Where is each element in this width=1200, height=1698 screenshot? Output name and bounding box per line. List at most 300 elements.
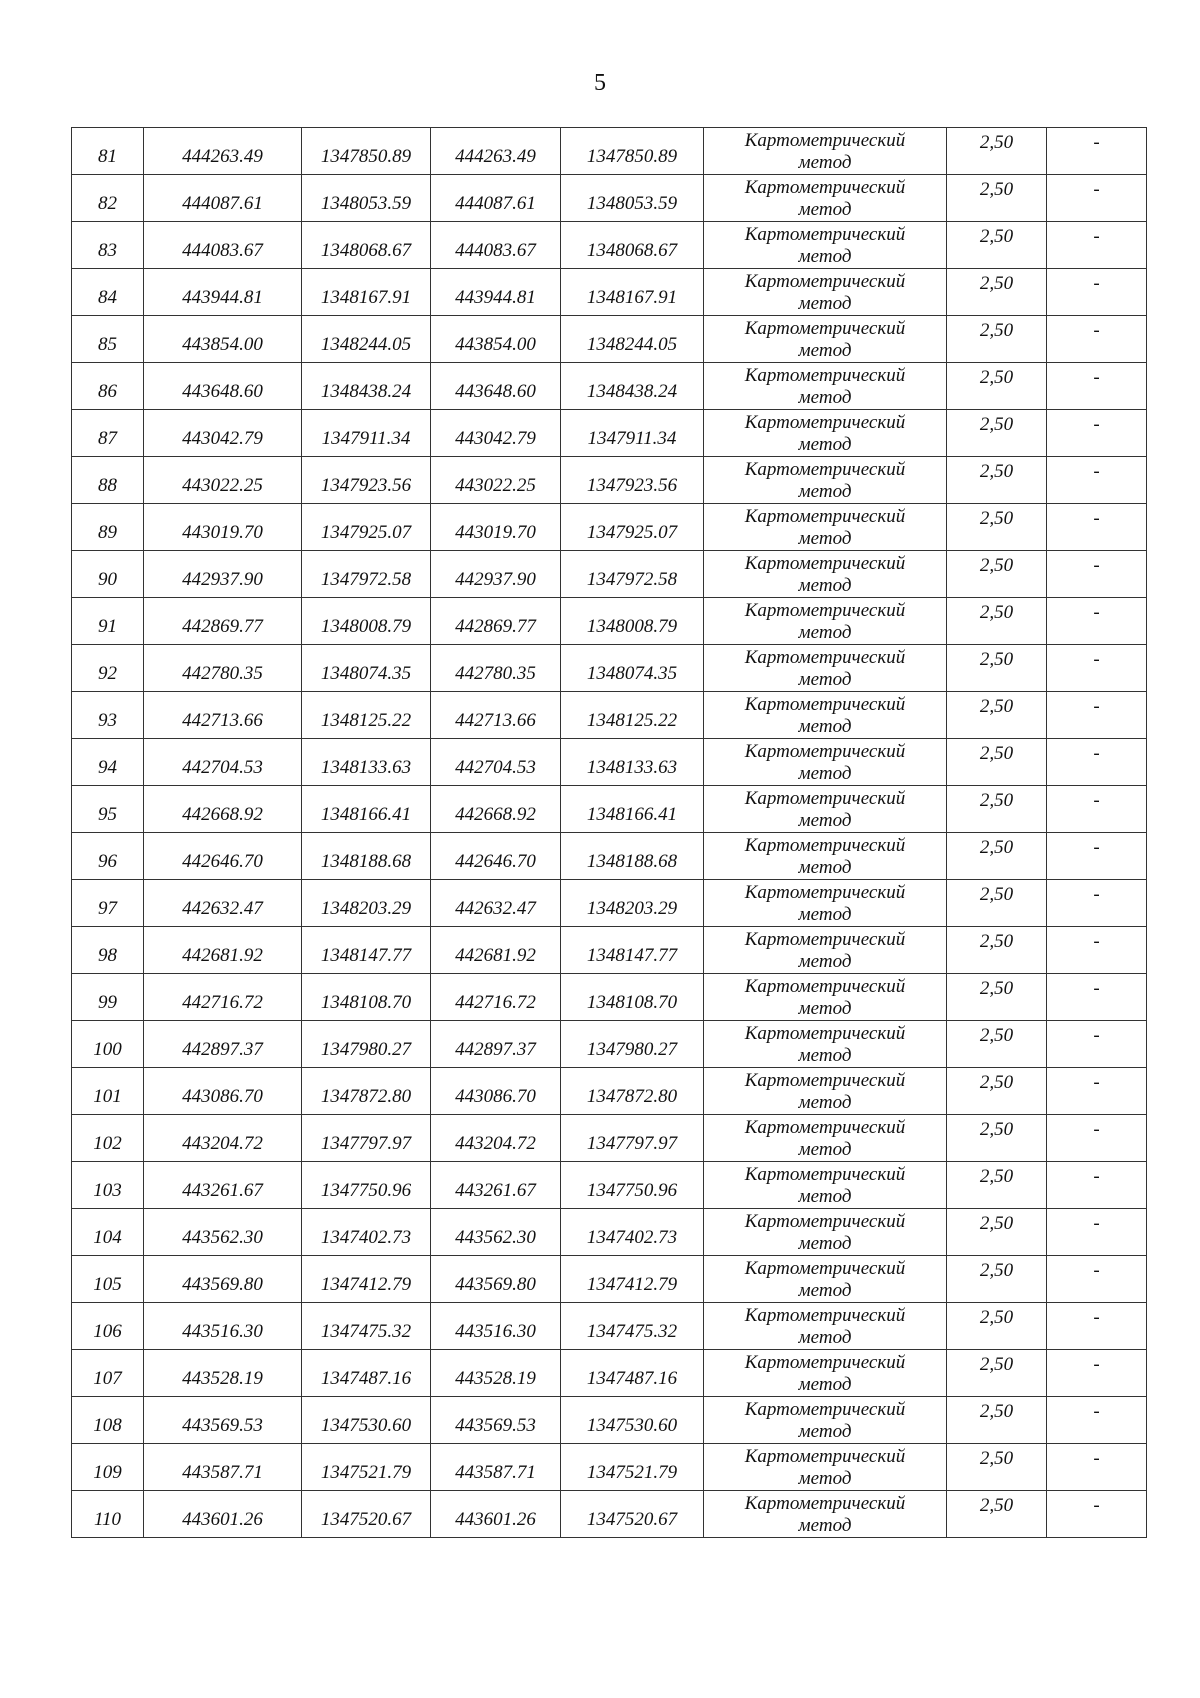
method-cell (704, 551, 947, 598)
point-number-cell: 84 (72, 269, 144, 316)
method-line-1: Картометрический (744, 130, 906, 151)
x-old-cell: 442869.77 (144, 598, 302, 645)
point-number-cell: 82 (72, 175, 144, 222)
table-row (72, 880, 1147, 927)
x-new-cell: 443601.26 (431, 1491, 561, 1538)
x-old-cell: 443261.67 (144, 1162, 302, 1209)
accuracy-cell: 2,50 (947, 1256, 1047, 1303)
method-line-1: Картометрический (744, 647, 906, 668)
accuracy-cell: 2,50 (947, 1491, 1047, 1538)
method-line-2: метод (798, 669, 852, 690)
method-line-2: метод (798, 387, 852, 408)
x-old-cell: 443569.53 (144, 1397, 302, 1444)
method-line-2: метод (798, 528, 852, 549)
note-cell: - (1047, 927, 1147, 974)
method-line-1: Картометрический (744, 741, 906, 762)
accuracy-cell: 2,50 (947, 1397, 1047, 1444)
point-number-cell: 110 (72, 1491, 144, 1538)
y-old-cell: 1347521.79 (302, 1444, 431, 1491)
method-line-1: Картометрический (744, 835, 906, 856)
method-line-2: метод (798, 293, 852, 314)
accuracy-cell: 2,50 (947, 598, 1047, 645)
accuracy-cell: 2,50 (947, 1068, 1047, 1115)
y-new-cell: 1347475.32 (561, 1303, 704, 1350)
y-old-cell: 1348008.79 (302, 598, 431, 645)
y-new-cell: 1348438.24 (561, 363, 704, 410)
x-new-cell: 442897.37 (431, 1021, 561, 1068)
y-new-cell: 1348133.63 (561, 739, 704, 786)
method-line-2: метод (798, 951, 852, 972)
method-line-1: Картометрический (744, 976, 906, 997)
y-old-cell: 1347797.97 (302, 1115, 431, 1162)
x-new-cell: 443587.71 (431, 1444, 561, 1491)
accuracy-cell: 2,50 (947, 1303, 1047, 1350)
x-old-cell: 442646.70 (144, 833, 302, 880)
method-line-1: Картометрический (744, 1070, 906, 1091)
y-old-cell: 1348188.68 (302, 833, 431, 880)
y-new-cell: 1347980.27 (561, 1021, 704, 1068)
x-old-cell: 443204.72 (144, 1115, 302, 1162)
y-new-cell: 1348244.05 (561, 316, 704, 363)
method-line-1: Картометрический (744, 788, 906, 809)
y-new-cell: 1348166.41 (561, 786, 704, 833)
note-cell: - (1047, 1209, 1147, 1256)
point-number-cell: 108 (72, 1397, 144, 1444)
y-old-cell: 1348203.29 (302, 880, 431, 927)
y-old-cell: 1348438.24 (302, 363, 431, 410)
table-row (72, 410, 1147, 457)
x-new-cell: 444263.49 (431, 128, 561, 175)
note-cell: - (1047, 175, 1147, 222)
method-cell (704, 1350, 947, 1397)
method-line-2: метод (798, 152, 852, 173)
y-new-cell: 1348074.35 (561, 645, 704, 692)
method-cell (704, 128, 947, 175)
x-old-cell: 443587.71 (144, 1444, 302, 1491)
note-cell: - (1047, 974, 1147, 1021)
table-row (72, 551, 1147, 598)
point-number-cell: 102 (72, 1115, 144, 1162)
x-new-cell: 442632.47 (431, 880, 561, 927)
point-number-cell: 99 (72, 974, 144, 1021)
x-new-cell: 443569.53 (431, 1397, 561, 1444)
point-number-cell: 109 (72, 1444, 144, 1491)
note-cell: - (1047, 1068, 1147, 1115)
method-line-2: метод (798, 434, 852, 455)
y-new-cell: 1348053.59 (561, 175, 704, 222)
table-row (72, 1491, 1147, 1538)
y-old-cell: 1347520.67 (302, 1491, 431, 1538)
method-line-1: Картометрический (744, 1305, 906, 1326)
y-new-cell: 1347750.96 (561, 1162, 704, 1209)
x-new-cell: 442704.53 (431, 739, 561, 786)
point-number-cell: 103 (72, 1162, 144, 1209)
method-cell (704, 927, 947, 974)
y-old-cell: 1347972.58 (302, 551, 431, 598)
accuracy-cell: 2,50 (947, 1209, 1047, 1256)
note-cell: - (1047, 128, 1147, 175)
note-cell: - (1047, 551, 1147, 598)
table-row (72, 645, 1147, 692)
point-number-cell: 107 (72, 1350, 144, 1397)
y-new-cell: 1348203.29 (561, 880, 704, 927)
x-new-cell: 443042.79 (431, 410, 561, 457)
y-new-cell: 1347925.07 (561, 504, 704, 551)
accuracy-cell: 2,50 (947, 269, 1047, 316)
table-row (72, 1256, 1147, 1303)
accuracy-cell: 2,50 (947, 927, 1047, 974)
method-cell (704, 1256, 947, 1303)
x-new-cell: 442646.70 (431, 833, 561, 880)
x-old-cell: 444083.67 (144, 222, 302, 269)
method-cell (704, 316, 947, 363)
x-old-cell: 442716.72 (144, 974, 302, 1021)
method-cell (704, 786, 947, 833)
point-number-cell: 101 (72, 1068, 144, 1115)
method-line-2: метод (798, 810, 852, 831)
y-old-cell: 1348166.41 (302, 786, 431, 833)
method-line-2: метод (798, 763, 852, 784)
y-old-cell: 1347850.89 (302, 128, 431, 175)
method-cell (704, 645, 947, 692)
x-old-cell: 443019.70 (144, 504, 302, 551)
x-old-cell: 443648.60 (144, 363, 302, 410)
note-cell: - (1047, 1397, 1147, 1444)
note-cell: - (1047, 645, 1147, 692)
x-old-cell: 443042.79 (144, 410, 302, 457)
y-old-cell: 1348053.59 (302, 175, 431, 222)
x-old-cell: 443086.70 (144, 1068, 302, 1115)
note-cell: - (1047, 692, 1147, 739)
point-number-cell: 89 (72, 504, 144, 551)
method-line-1: Картометрический (744, 224, 906, 245)
y-new-cell: 1347521.79 (561, 1444, 704, 1491)
accuracy-cell: 2,50 (947, 692, 1047, 739)
x-new-cell: 443562.30 (431, 1209, 561, 1256)
method-line-2: метод (798, 716, 852, 737)
x-new-cell: 442668.92 (431, 786, 561, 833)
method-line-1: Картометрический (744, 1399, 906, 1420)
y-old-cell: 1348074.35 (302, 645, 431, 692)
method-line-1: Картометрический (744, 318, 906, 339)
method-line-2: метод (798, 340, 852, 361)
x-new-cell: 442869.77 (431, 598, 561, 645)
note-cell: - (1047, 410, 1147, 457)
method-line-2: метод (798, 1327, 852, 1348)
y-new-cell: 1347402.73 (561, 1209, 704, 1256)
x-old-cell: 444087.61 (144, 175, 302, 222)
x-new-cell: 443648.60 (431, 363, 561, 410)
note-cell: - (1047, 1162, 1147, 1209)
y-new-cell: 1348167.91 (561, 269, 704, 316)
note-cell: - (1047, 833, 1147, 880)
note-cell: - (1047, 1444, 1147, 1491)
method-line-1: Картометрический (744, 271, 906, 292)
method-line-2: метод (798, 1233, 852, 1254)
y-new-cell: 1347972.58 (561, 551, 704, 598)
x-old-cell: 442681.92 (144, 927, 302, 974)
note-cell: - (1047, 363, 1147, 410)
method-line-1: Картометрический (744, 1493, 906, 1514)
point-number-cell: 93 (72, 692, 144, 739)
table-row (72, 739, 1147, 786)
method-line-2: метод (798, 857, 852, 878)
y-new-cell: 1347487.16 (561, 1350, 704, 1397)
point-number-cell: 104 (72, 1209, 144, 1256)
method-cell (704, 739, 947, 786)
point-number-cell: 81 (72, 128, 144, 175)
table-row (72, 1303, 1147, 1350)
accuracy-cell: 2,50 (947, 410, 1047, 457)
method-cell (704, 504, 947, 551)
point-number-cell: 86 (72, 363, 144, 410)
method-line-2: метод (798, 575, 852, 596)
point-number-cell: 106 (72, 1303, 144, 1350)
point-number-cell: 94 (72, 739, 144, 786)
table-row (72, 1115, 1147, 1162)
note-cell: - (1047, 1021, 1147, 1068)
y-new-cell: 1347530.60 (561, 1397, 704, 1444)
method-line-1: Картометрический (744, 1164, 906, 1185)
x-old-cell: 443528.19 (144, 1350, 302, 1397)
note-cell: - (1047, 786, 1147, 833)
y-old-cell: 1347475.32 (302, 1303, 431, 1350)
point-number-cell: 83 (72, 222, 144, 269)
method-line-2: метод (798, 199, 852, 220)
x-new-cell: 442937.90 (431, 551, 561, 598)
x-old-cell: 443944.81 (144, 269, 302, 316)
x-old-cell: 442937.90 (144, 551, 302, 598)
table-row (72, 927, 1147, 974)
y-old-cell: 1347530.60 (302, 1397, 431, 1444)
table-row (72, 1209, 1147, 1256)
accuracy-cell: 2,50 (947, 1350, 1047, 1397)
point-number-cell: 98 (72, 927, 144, 974)
x-new-cell: 443854.00 (431, 316, 561, 363)
method-line-2: метод (798, 1186, 852, 1207)
table-row (72, 457, 1147, 504)
method-cell (704, 1491, 947, 1538)
x-new-cell: 444083.67 (431, 222, 561, 269)
method-line-2: метод (798, 1515, 852, 1536)
method-line-1: Картометрический (744, 412, 906, 433)
accuracy-cell: 2,50 (947, 645, 1047, 692)
note-cell: - (1047, 316, 1147, 363)
note-cell: - (1047, 739, 1147, 786)
method-line-2: метод (798, 1139, 852, 1160)
method-line-1: Картометрический (744, 506, 906, 527)
x-old-cell: 444263.49 (144, 128, 302, 175)
y-old-cell: 1348244.05 (302, 316, 431, 363)
method-cell (704, 1021, 947, 1068)
table-row (72, 1021, 1147, 1068)
y-old-cell: 1348147.77 (302, 927, 431, 974)
method-line-1: Картометрический (744, 1023, 906, 1044)
y-old-cell: 1348167.91 (302, 269, 431, 316)
point-number-cell: 90 (72, 551, 144, 598)
table-row (72, 1397, 1147, 1444)
x-old-cell: 443854.00 (144, 316, 302, 363)
method-cell (704, 363, 947, 410)
method-line-2: метод (798, 1280, 852, 1301)
method-cell (704, 1397, 947, 1444)
method-cell (704, 457, 947, 504)
y-new-cell: 1348008.79 (561, 598, 704, 645)
method-line-1: Картометрический (744, 1117, 906, 1138)
x-old-cell: 443562.30 (144, 1209, 302, 1256)
y-old-cell: 1347923.56 (302, 457, 431, 504)
accuracy-cell: 2,50 (947, 457, 1047, 504)
y-new-cell: 1347923.56 (561, 457, 704, 504)
method-line-2: метод (798, 1092, 852, 1113)
x-new-cell: 443022.25 (431, 457, 561, 504)
method-line-2: метод (798, 1468, 852, 1489)
x-old-cell: 443022.25 (144, 457, 302, 504)
table-row (72, 1068, 1147, 1115)
note-cell: - (1047, 504, 1147, 551)
note-cell: - (1047, 1256, 1147, 1303)
x-old-cell: 442668.92 (144, 786, 302, 833)
method-line-1: Картометрический (744, 1211, 906, 1232)
table-row (72, 692, 1147, 739)
note-cell: - (1047, 880, 1147, 927)
note-cell: - (1047, 1491, 1147, 1538)
accuracy-cell: 2,50 (947, 880, 1047, 927)
method-cell (704, 880, 947, 927)
method-line-1: Картометрический (744, 600, 906, 621)
y-new-cell: 1347850.89 (561, 128, 704, 175)
method-cell (704, 269, 947, 316)
accuracy-cell: 2,50 (947, 1162, 1047, 1209)
y-new-cell: 1348108.70 (561, 974, 704, 1021)
method-cell (704, 974, 947, 1021)
method-cell (704, 1068, 947, 1115)
note-cell: - (1047, 1115, 1147, 1162)
point-number-cell: 92 (72, 645, 144, 692)
point-number-cell: 96 (72, 833, 144, 880)
x-new-cell: 442716.72 (431, 974, 561, 1021)
x-new-cell: 443204.72 (431, 1115, 561, 1162)
x-old-cell: 442897.37 (144, 1021, 302, 1068)
method-line-2: метод (798, 246, 852, 267)
y-old-cell: 1347412.79 (302, 1256, 431, 1303)
accuracy-cell: 2,50 (947, 1021, 1047, 1068)
table-row (72, 128, 1147, 175)
y-old-cell: 1347402.73 (302, 1209, 431, 1256)
accuracy-cell: 2,50 (947, 739, 1047, 786)
method-cell (704, 222, 947, 269)
method-cell (704, 1115, 947, 1162)
point-number-cell: 91 (72, 598, 144, 645)
method-line-2: метод (798, 904, 852, 925)
accuracy-cell: 2,50 (947, 974, 1047, 1021)
note-cell: - (1047, 1350, 1147, 1397)
x-new-cell: 442713.66 (431, 692, 561, 739)
x-new-cell: 442681.92 (431, 927, 561, 974)
x-new-cell: 443086.70 (431, 1068, 561, 1115)
x-old-cell: 442632.47 (144, 880, 302, 927)
table-row (72, 269, 1147, 316)
accuracy-cell: 2,50 (947, 833, 1047, 880)
method-cell (704, 833, 947, 880)
method-cell (704, 598, 947, 645)
method-cell (704, 410, 947, 457)
table-row (72, 175, 1147, 222)
accuracy-cell: 2,50 (947, 363, 1047, 410)
x-new-cell: 444087.61 (431, 175, 561, 222)
y-old-cell: 1347911.34 (302, 410, 431, 457)
method-line-2: метод (798, 1374, 852, 1395)
accuracy-cell: 2,50 (947, 175, 1047, 222)
point-number-cell: 97 (72, 880, 144, 927)
table-row (72, 598, 1147, 645)
table-row (72, 974, 1147, 1021)
table-row (72, 786, 1147, 833)
y-old-cell: 1347980.27 (302, 1021, 431, 1068)
y-new-cell: 1348068.67 (561, 222, 704, 269)
accuracy-cell: 2,50 (947, 786, 1047, 833)
method-line-1: Картометрический (744, 694, 906, 715)
y-old-cell: 1347750.96 (302, 1162, 431, 1209)
method-line-1: Картометрический (744, 1446, 906, 1467)
note-cell: - (1047, 457, 1147, 504)
y-new-cell: 1348125.22 (561, 692, 704, 739)
method-line-2: метод (798, 998, 852, 1019)
point-number-cell: 105 (72, 1256, 144, 1303)
method-cell (704, 1444, 947, 1491)
y-old-cell: 1348108.70 (302, 974, 431, 1021)
method-cell (704, 1209, 947, 1256)
x-new-cell: 443261.67 (431, 1162, 561, 1209)
method-cell (704, 1162, 947, 1209)
note-cell: - (1047, 269, 1147, 316)
method-line-1: Картометрический (744, 929, 906, 950)
y-new-cell: 1347520.67 (561, 1491, 704, 1538)
y-old-cell: 1347872.80 (302, 1068, 431, 1115)
point-number-cell: 88 (72, 457, 144, 504)
method-cell (704, 692, 947, 739)
x-old-cell: 442780.35 (144, 645, 302, 692)
table-row (72, 316, 1147, 363)
method-cell (704, 175, 947, 222)
method-cell (704, 1303, 947, 1350)
coordinates-table (71, 127, 1147, 1538)
y-new-cell: 1347797.97 (561, 1115, 704, 1162)
accuracy-cell: 2,50 (947, 128, 1047, 175)
y-old-cell: 1347925.07 (302, 504, 431, 551)
method-line-1: Картометрический (744, 459, 906, 480)
page-number: 5 (594, 70, 606, 96)
accuracy-cell: 2,50 (947, 316, 1047, 363)
accuracy-cell: 2,50 (947, 551, 1047, 598)
y-old-cell: 1348068.67 (302, 222, 431, 269)
y-new-cell: 1347911.34 (561, 410, 704, 457)
table-row (72, 1444, 1147, 1491)
method-line-1: Картометрический (744, 882, 906, 903)
table-row (72, 504, 1147, 551)
table-row (72, 363, 1147, 410)
accuracy-cell: 2,50 (947, 1444, 1047, 1491)
note-cell: - (1047, 598, 1147, 645)
x-new-cell: 443944.81 (431, 269, 561, 316)
y-new-cell: 1348188.68 (561, 833, 704, 880)
y-new-cell: 1348147.77 (561, 927, 704, 974)
method-line-1: Картометрический (744, 1258, 906, 1279)
accuracy-cell: 2,50 (947, 504, 1047, 551)
accuracy-cell: 2,50 (947, 1115, 1047, 1162)
point-number-cell: 87 (72, 410, 144, 457)
method-line-2: метод (798, 1045, 852, 1066)
